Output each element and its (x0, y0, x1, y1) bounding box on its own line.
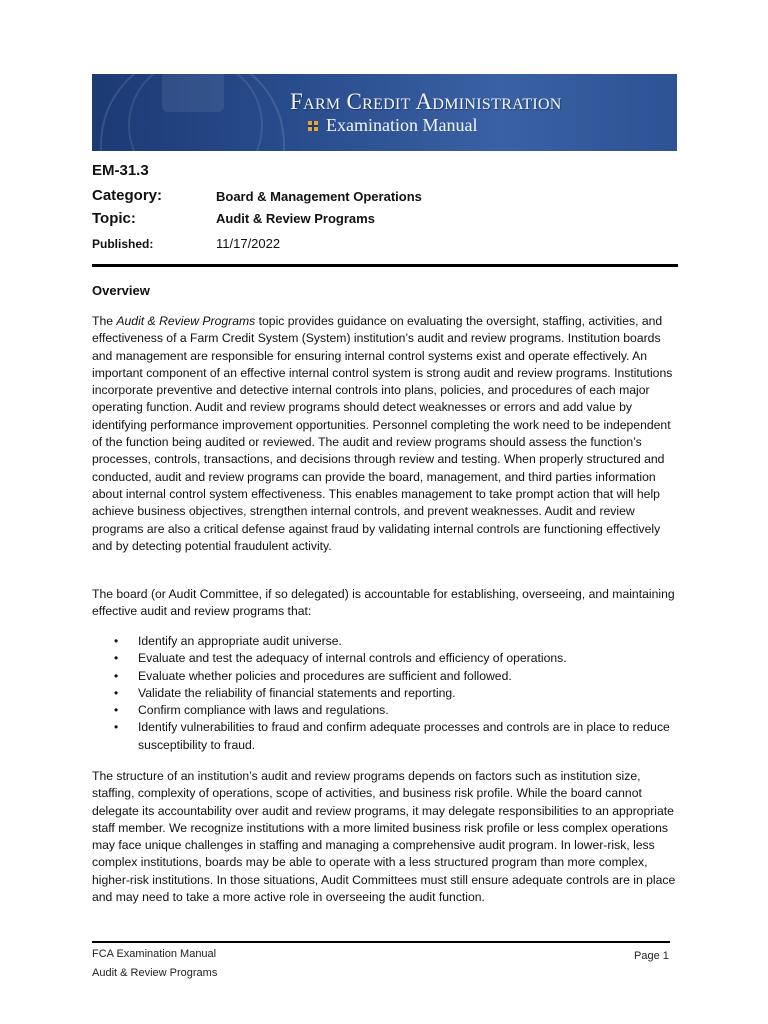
page-number: Page 1 (634, 950, 669, 962)
overview-paragraph-1: The Audit & Review Programs topic provides guidance on evaluating the oversight, staffing, activities, and effectiveness of a Farm Credit System (System) institution’s audit and review programs. Institution boards and management are responsible for ensuring internal control systems exist and operate effectively. An important component of an effective internal control system is strong audit and review programs. Institutions incorporate preventive and detective internal controls into plans, policies, and procedures of each major operating function. Audit and review programs should detect weaknesses or errors and add value by identifying performance improvement opportunities. Personnel completing the work need to be independent of the function being audited or reviewed. The audit and review programs should assess the function’s processes, controls, transactions, and decisions through review and testing. When properly structured and conducted, audit and review programs can provide the board, management, and third parties information about internal control system effectiveness. This enables management to take prompt action that will help achieve business objectives, strengthen internal controls, and prevent weaknesses. Audit and review programs are also a critical defense against fraud by validating internal controls are functioning effectively and by detecting potential fraudulent activity. (92, 314, 673, 553)
footer-manual-name: FCA Examination Manual (92, 948, 217, 960)
banner-subtitle: Examination Manual (326, 115, 478, 135)
seal-watermark (100, 74, 285, 151)
list-item: • Validate the reliability of financial statements and reporting. (92, 685, 677, 702)
document-id: EM-31.3 (92, 162, 149, 179)
overview-paragraph-2: The board (or Audit Committee, if so delegated) is accountable for establishing, overseeing, and maintaining effective audit and review programs that: (92, 587, 675, 619)
responsibilities-list (92, 633, 677, 754)
topic-name-italic: Audit & Review Programs (116, 314, 256, 328)
topic-value: Audit & Review Programs (216, 211, 375, 226)
list-item: • Evaluate whether policies and procedures are sufficient and followed. (92, 668, 677, 685)
topic-label: Topic: (92, 210, 136, 227)
banner-subtitle-row (308, 115, 477, 136)
footer-divider (92, 941, 670, 943)
bullet-square-icon (308, 121, 318, 131)
category-label: Category: (92, 187, 163, 204)
banner-title: Farm Credit Administration (290, 89, 562, 114)
footer-topic-name: Audit & Review Programs (92, 967, 218, 979)
overview-paragraph-3: The structure of an institution’s audit and review programs depends on factors such as institution size, staffing, complexity of operations, scope of activities, and business risk profile. While the board cannot delegate its accountability over audit and review programs, it may delegate responsibilities to an appropriate staff member. We recognize institutions with a more limited business risk profile or less complex operations may face unique challenges in staffing and managing a comprehensive audit program. In lower-risk, less complex institutions, boards may be able to operate with a less structured program than more complex, higher-risk institutions. In those situations, Audit Committees must still ensure adequate controls are in place and may need to take a more active role in overseeing the audit function. (92, 769, 676, 905)
list-item: • Identify vulnerabilities to fraud and confirm adequate processes and controls are in place to reduce susceptibility to fraud. (92, 719, 677, 754)
list-item: • Confirm compliance with laws and regulations. (92, 702, 677, 719)
published-value: 11/17/2022 (216, 236, 281, 251)
list-item: • Identify an appropriate audit universe. (92, 633, 677, 650)
list-item: • Evaluate and test the adequacy of internal controls and efficiency of operations. (92, 650, 677, 667)
category-value: Board & Management Operations (216, 189, 422, 204)
overview-heading: Overview (92, 283, 150, 298)
header-banner (92, 74, 677, 151)
header-divider (92, 264, 678, 267)
published-label: Published: (92, 237, 154, 251)
